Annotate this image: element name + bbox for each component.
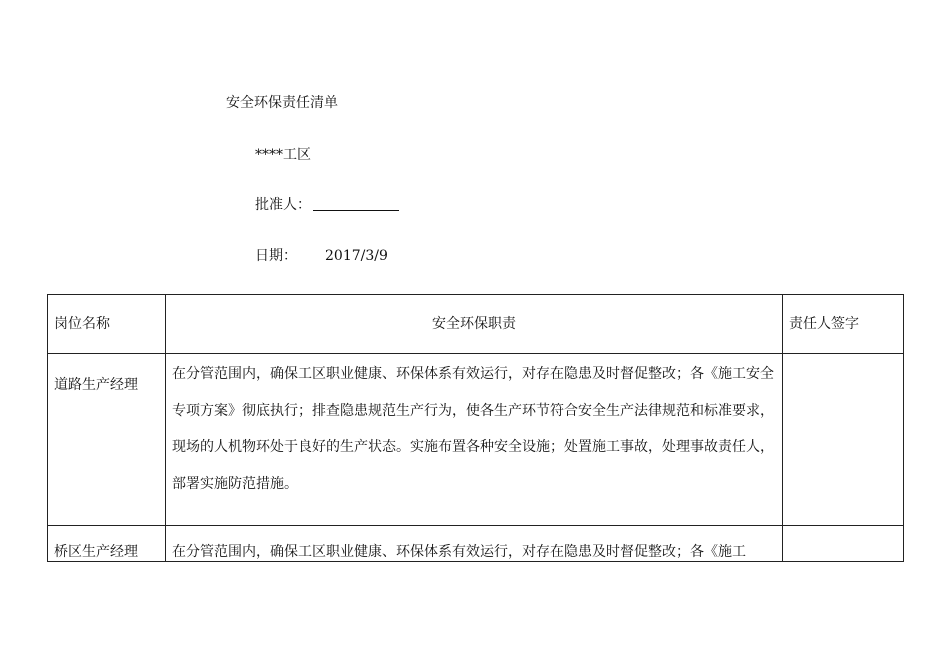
table-header-row [48, 295, 904, 354]
table-row [48, 354, 904, 526]
position-cell: 桥区生产经理 [48, 526, 166, 562]
signature-cell [783, 354, 904, 526]
date-value: 2017/3/9 [325, 248, 388, 264]
duty-cell: 在分管范围内，确保工区职业健康、环保体系有效运行，对存在隐患及时督促整改；各《施工安全专项方案》彻底执行；排查隐患规范生产行为，使各生产环节符合安全生产法律规范和标准要求，现场的人机物环处于良好的生产状态。实施布置各种安全设施；处置施工事故，处理事故责任人，部署实施防范措施。 [166, 354, 783, 526]
responsibility-table [47, 294, 904, 562]
table-row [48, 526, 904, 562]
column-header-signature: 责任人签字 [783, 295, 904, 354]
date-label: 日期： [255, 248, 297, 264]
approver-label: 批准人： [255, 197, 311, 213]
position-cell: 道路生产经理 [48, 354, 166, 526]
duty-cell: 在分管范围内，确保工区职业健康、环保体系有效运行，对存在隐患及时督促整改；各《施工 [166, 526, 783, 562]
department-name: ****工区 [255, 147, 311, 163]
column-header-position: 岗位名称 [48, 295, 166, 354]
document-title: 安全环保责任清单 [226, 95, 338, 111]
signature-cell [783, 526, 904, 562]
column-header-duty: 安全环保职责 [166, 295, 783, 354]
